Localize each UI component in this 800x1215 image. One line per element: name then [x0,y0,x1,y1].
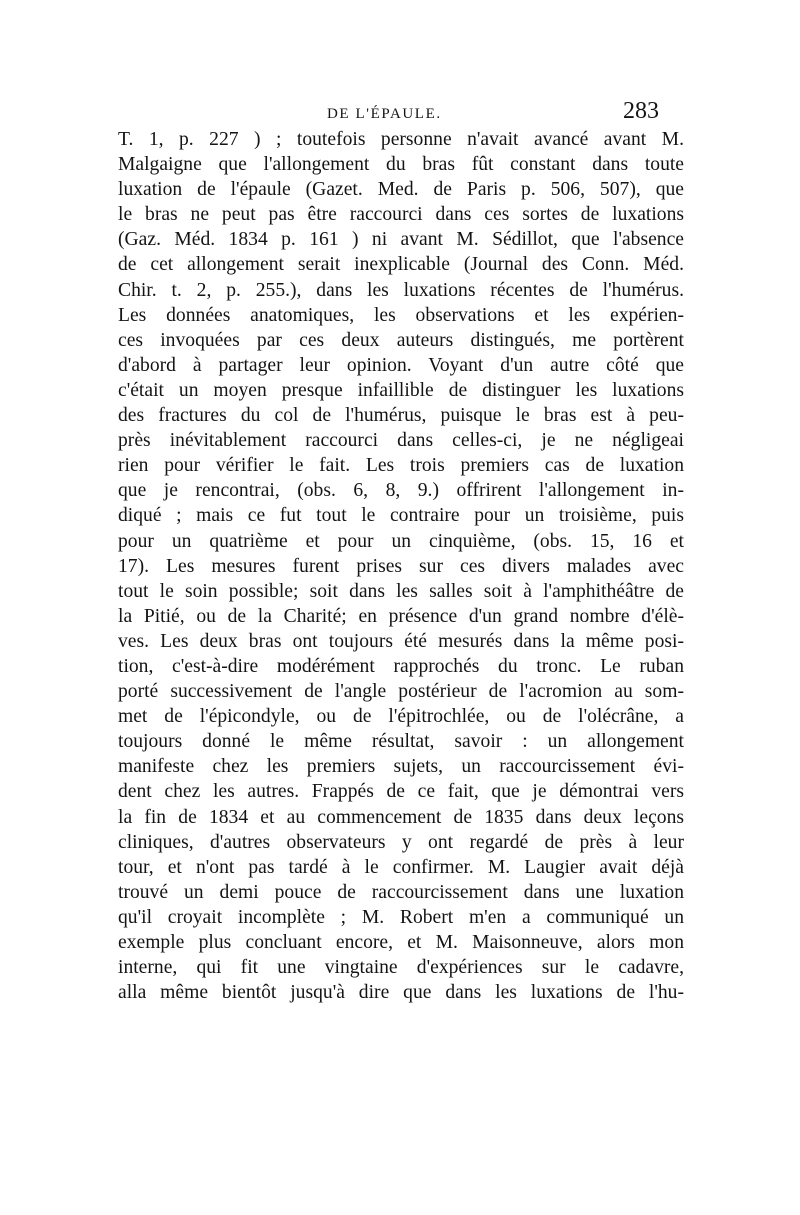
text-line: ces invoquées par ces deux auteurs distingués, me portèrent [118,329,684,351]
text-line: tion, c'est-à-dire modérément rapprochés du tronc. Le ruban [118,655,684,677]
text-line: tour, et n'ont pas tardé à le confirmer. M. Laugier avait déjà [118,856,684,878]
text-line: manifeste chez les premiers sujets, un raccourcissement évi- [118,756,684,778]
text-line: luxation de l'épaule (Gazet. Med. de Paris p. 506, 507), que [118,179,684,201]
text-line: interne, qui fit une vingtaine d'expériences sur le cadavre, [118,957,684,979]
page-number: 283 [623,98,659,124]
text-line: diqué ; mais ce fut tout le contraire pour un troisième, puis [118,505,684,527]
text-line: met de l'épicondyle, ou de l'épitrochlée, ou de l'olécrâne, a [118,706,684,728]
text-line: dent chez les autres. Frappés de ce fait, que je démontrai vers [118,781,684,803]
text-line: cliniques, d'autres observateurs y ont regardé de près à leur [118,831,684,853]
text-line: exemple plus concluant encore, et M. Maisonneuve, alors mon [118,932,684,953]
text-line: toujours donné le même résultat, savoir : un allongement [118,731,684,753]
text-line: qu'il croyait incomplète ; M. Robert m'en a communiqué un [118,906,684,928]
text-line: d'abord à partager leur opinion. Voyant d'un autre côté que [118,354,684,376]
text-line: Malgaigne que l'allongement du bras fût constant dans toute [118,154,684,176]
text-line: trouvé un demi pouce de raccourcissement dans une luxation [118,881,684,903]
text-line: c'était un moyen presque infaillible de distinguer les luxations [118,379,684,401]
text-line: pour un quatrième et pour un cinquième, (obs. 15, 16 et [118,530,684,552]
text-line: la Pitié, ou de la Charité; en présence d'un grand nombre d'élè- [118,605,684,627]
text-line: rien pour vérifier le fait. Les trois premiers cas de luxation [118,455,684,477]
text-line: (Gaz. Méd. 1834 p. 161 ) ni avant M. Sédillot, que l'absence [118,229,684,251]
text-line: que je rencontrai, (obs. 6, 8, 9.) offrirent l'allongement in- [118,480,684,502]
text-line: des fractures du col de l'humérus, puisque le bras est à peu- [118,405,684,427]
text-line: porté successivement de l'angle postérieur de l'acromion au som- [118,681,684,703]
text-line: la fin de 1834 et au commencement de 1835 dans deux leçons [118,806,684,828]
text-line: près inévitablement raccourci dans celles-ci, je ne négligeai [118,430,684,452]
text-line: alla même bientôt jusqu'à dire que dans les luxations de l'hu- [118,982,684,1004]
text-line: de cet allongement serait inexplicable (Journal des Conn. Méd. [118,254,684,276]
running-title: DE L'ÉPAULE. [327,106,442,122]
running-head [0,96,800,126]
text-line: T. 1, p. 227 ) ; toutefois personne n'avait avancé avant M. [118,129,684,150]
text-line: Chir. t. 2, p. 255.), dans les luxations récentes de l'humérus. [118,279,684,301]
text-line: ves. Les deux bras ont toujours été mesurés dans la même posi- [118,630,684,652]
body-text [118,127,684,1005]
text-line: Les données anatomiques, les observations et les expérien- [118,304,684,326]
text-line: tout le soin possible; soit dans les salles soit à l'amphithéâtre de [118,580,684,602]
text-line: 17). Les mesures furent prises sur ces divers malades avec [118,555,684,577]
text-line: le bras ne peut pas être raccourci dans ces sortes de luxations [118,204,684,226]
